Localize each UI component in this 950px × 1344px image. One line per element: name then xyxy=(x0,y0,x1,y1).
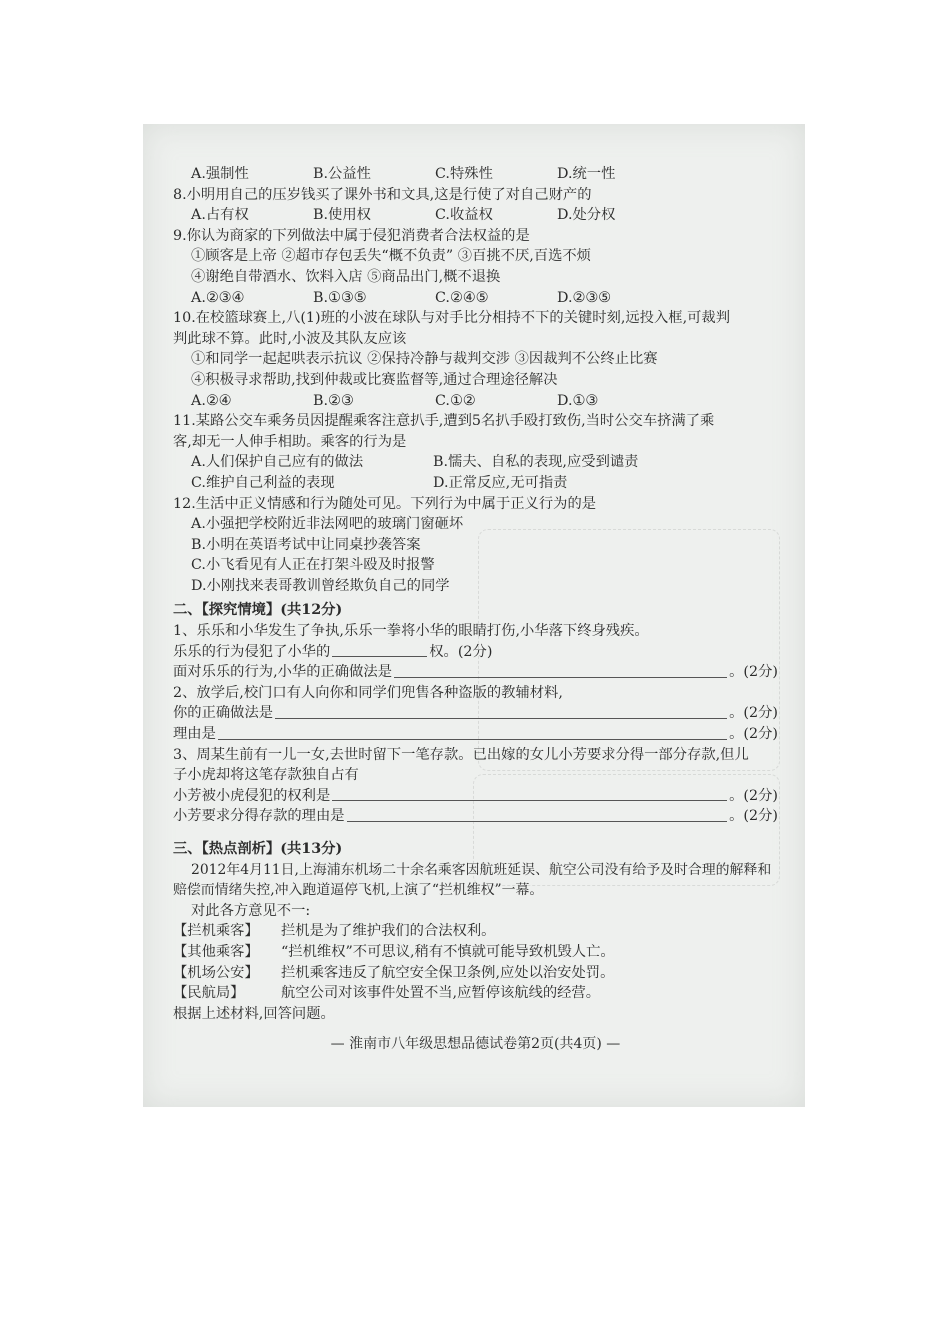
q12-stem: 12.生活中正义情感和行为随处可见。下列行为中属于正义行为的是 xyxy=(173,495,597,512)
opinion-tag: 【机场公安】 xyxy=(173,964,259,981)
option: A.占有权 xyxy=(191,207,249,224)
option: B.公益性 xyxy=(313,166,371,182)
q10-items: ①和同学一起起哄表示抗议 ②保持冷静与裁判交涉 ③因裁判不公终止比赛 xyxy=(191,351,658,368)
answer-blank[interactable] xyxy=(218,724,727,740)
option: C.收益权 xyxy=(435,207,493,224)
option: B.②③ xyxy=(313,392,354,409)
section-2-title: 二、【探究情境】(共12分) xyxy=(173,602,343,619)
option: C.维护自己利益的表现 xyxy=(191,474,335,491)
q9-items: ④谢绝自带酒水、饮料入店 ⑤商品出门,概不退换 xyxy=(191,268,501,285)
option: C.②④⑤ xyxy=(435,289,489,306)
q8-stem: 8.小明用自己的压岁钱买了课外书和文具,这是行使了对自己财产的 xyxy=(173,186,592,203)
score: 。(2分) xyxy=(729,726,778,743)
exam-content xyxy=(173,164,778,1055)
q10-stem: 10.在校篮球赛上,八(1)班的小波在球队与对手比分相持不下的关键时刻,远投入框,可裁判 xyxy=(173,310,731,327)
prompt: 理由是 xyxy=(173,726,216,743)
option: B.懦夫、自私的表现,应受到谴责 xyxy=(433,454,639,471)
prompt: 乐乐的行为侵犯了小华的 xyxy=(173,643,331,660)
score: 。(2分) xyxy=(729,664,778,681)
opinion-text: 航空公司对该事件处置不当,应暂停该航线的经营。 xyxy=(281,985,601,1002)
q10-options xyxy=(173,391,778,412)
section-3-intro: 对此各方意见不一: xyxy=(191,902,311,919)
answer-blank[interactable] xyxy=(275,703,727,719)
s2-q1-blank-line xyxy=(173,642,778,663)
option: B.使用权 xyxy=(313,207,371,224)
option: D.处分权 xyxy=(557,207,616,224)
q9-options xyxy=(173,288,778,309)
opinion-text: “拦机维权”不可思议,稍有不慎就可能导致机毁人亡。 xyxy=(281,943,615,960)
option: D.统一性 xyxy=(557,166,616,182)
section-3-title: 三、【热点剖析】(共13分) xyxy=(173,841,343,857)
opinion-tag: 【其他乘客】 xyxy=(173,943,259,960)
option: B.小明在英语考试中让同桌抄袭答案 xyxy=(191,536,421,553)
option: A.小强把学校附近非法网吧的玻璃门窗砸坏 xyxy=(191,516,464,533)
q11-options xyxy=(173,473,778,494)
s2-q3-text: 子小虎却将这笔存款独自占有 xyxy=(173,767,359,784)
q11-stem: 客,却无一人伸手相助。乘客的行为是 xyxy=(173,433,407,450)
option: D.正常反应,无可指责 xyxy=(433,474,568,491)
opinion-row xyxy=(173,921,778,942)
score: 。(2分) xyxy=(729,808,778,825)
score: 。(2分) xyxy=(729,787,778,804)
opinion-row xyxy=(173,942,778,963)
prompt: 你的正确做法是 xyxy=(173,705,274,722)
option: D.①③ xyxy=(557,392,599,409)
s2-q3-answer-line xyxy=(173,786,778,807)
s2-q2-answer-line xyxy=(173,703,778,724)
opinion-tag: 【民航局】 xyxy=(173,985,245,1002)
option: D.②③⑤ xyxy=(557,289,611,306)
score: 权。(2分) xyxy=(429,643,493,660)
s2-q3-reason-line xyxy=(173,806,778,827)
option: B.①③⑤ xyxy=(313,289,367,306)
q7-options xyxy=(173,164,778,185)
s2-q1-text: 1、乐乐和小华发生了争执,乐乐一拳将小华的眼睛打伤,小华落下终身残疾。 xyxy=(173,623,649,640)
s2-q3-text: 3、周某生前有一儿一女,去世时留下一笔存款。已出嫁的女儿小芳要求分得一部分存款,但儿 xyxy=(173,746,749,763)
scanned-exam-page xyxy=(143,124,805,1107)
answer-blank[interactable] xyxy=(332,786,727,802)
q9-stem: 9.你认为商家的下列做法中属于侵犯消费者合法权益的是 xyxy=(173,227,530,244)
page-footer: — 淮南市八年级思想品德试卷第2页(共4页) — xyxy=(330,1036,621,1053)
prompt: 面对乐乐的行为,小华的正确做法是 xyxy=(173,664,392,681)
opinion-text: 拦机乘客违反了航空安全保卫条例,应处以治安处罚。 xyxy=(281,964,615,981)
option: D.小刚找来表哥教训曾经欺负自己的同学 xyxy=(191,577,450,594)
s2-q2-reason-line xyxy=(173,724,778,745)
answer-blank[interactable] xyxy=(347,806,728,822)
prompt: 小芳被小虎侵犯的权利是 xyxy=(173,787,331,804)
option: A.强制性 xyxy=(191,166,249,182)
score: 。(2分) xyxy=(729,705,778,722)
answer-blank[interactable] xyxy=(394,662,727,678)
section-3-material: 2012年4月11日,上海浦东机场二十余名乘客因航班延误、航空公司没有给予及时合理的解释和赔偿而情绪失控,冲入跑道逼停飞机,上演了“拦机维权”一幕。 xyxy=(173,861,772,899)
s2-q2-text: 2、放学后,校门口有人向你和同学们兜售各种盗版的教辅材料, xyxy=(173,684,563,701)
opinion-text: 拦机是为了维护我们的合法权利。 xyxy=(281,923,496,940)
q10-items: ④积极寻求帮助,找到仲裁或比赛监督等,通过合理途径解决 xyxy=(191,371,558,388)
q8-options xyxy=(173,205,778,226)
option: C.①② xyxy=(435,392,476,409)
option: A.②③④ xyxy=(191,289,245,306)
opinion-tag: 【拦机乘客】 xyxy=(173,923,259,940)
option: A.②④ xyxy=(191,392,232,409)
q11-options xyxy=(173,452,778,473)
s2-q1-answer-line xyxy=(173,662,778,683)
prompt: 小芳要求分得存款的理由是 xyxy=(173,808,345,825)
opinion-row xyxy=(173,983,778,1004)
option: A.人们保护自己应有的做法 xyxy=(191,454,364,471)
opinion-row xyxy=(173,963,778,984)
q10-stem: 判此球不算。此时,小波及其队友应该 xyxy=(173,330,407,347)
answer-blank[interactable] xyxy=(332,642,427,658)
option: C.特殊性 xyxy=(435,166,493,182)
option: C.小飞看见有人正在打架斗殴及时报警 xyxy=(191,557,435,574)
q9-items: ①顾客是上帝 ②超市存包丢失“概不负责” ③百挑不厌,百选不烦 xyxy=(191,248,591,265)
q11-stem: 11.某路公交车乘务员因提醒乘客注意扒手,遭到5名扒手殴打致伤,当时公交车挤满了乘 xyxy=(173,413,715,430)
section-3-closing: 根据上述材料,回答问题。 xyxy=(173,1005,335,1022)
